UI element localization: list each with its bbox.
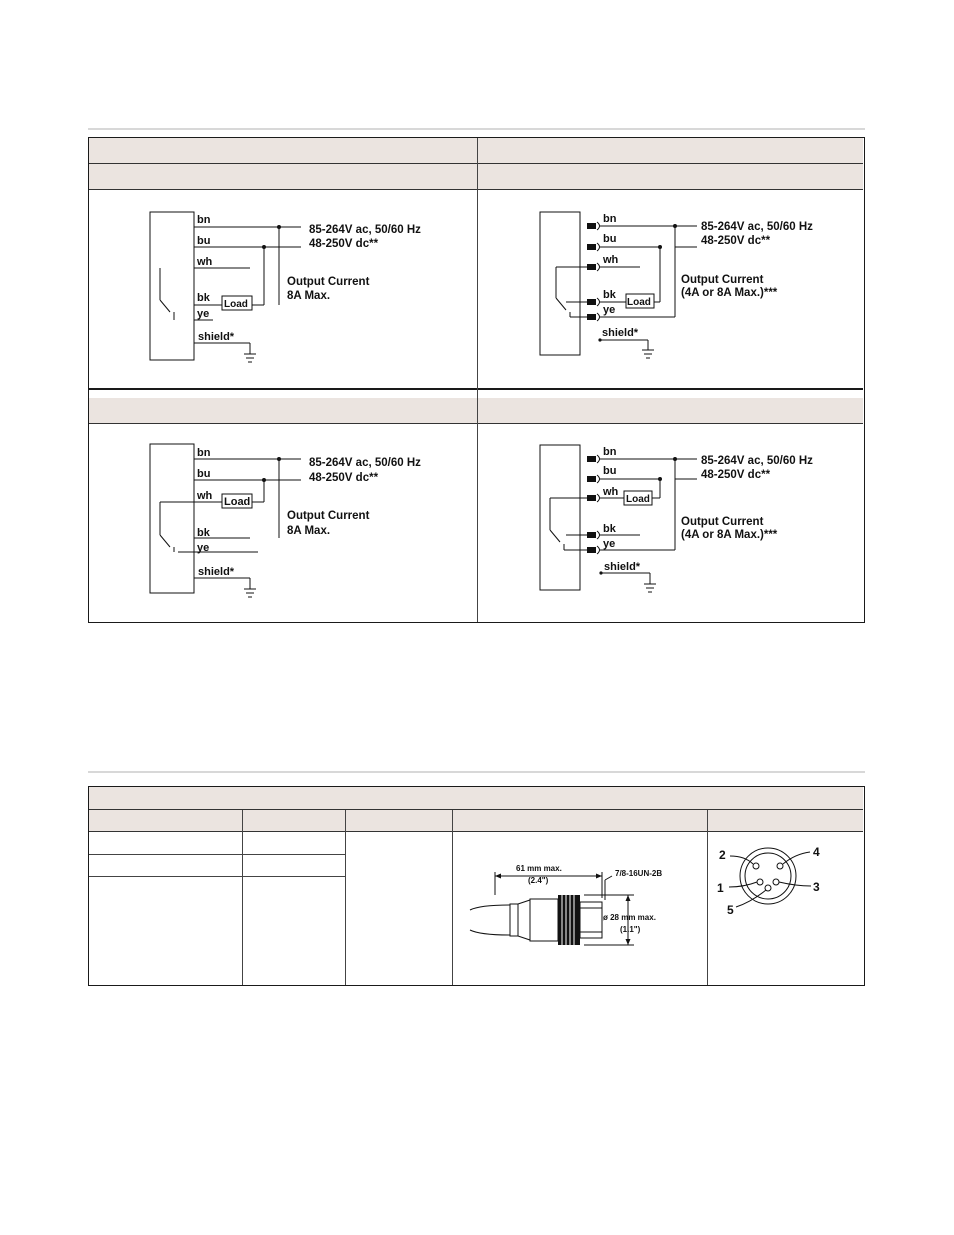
output-current-value: (4A or 8A Max.)***	[681, 529, 778, 541]
wire-label-ye: ye	[603, 538, 616, 550]
wire-label-bn: bn	[197, 214, 211, 226]
wire-label-bu: bu	[603, 233, 617, 245]
load-label: Load	[626, 494, 650, 505]
output-current-value: (4A or 8A Max.)***	[681, 287, 778, 299]
wire-label-wh: wh	[603, 486, 619, 498]
load-label: Load	[224, 496, 251, 508]
pin-label-4: 4	[813, 845, 820, 859]
thread-label: 7/8-16UN-2B	[615, 869, 663, 878]
wire-label-bn: bn	[603, 446, 617, 458]
output-current-value: 8A Max.	[287, 525, 331, 537]
wire-label-wh: wh	[197, 256, 213, 268]
diameter-label: ø 28 mm max.	[603, 913, 656, 922]
wire-label-wh: wh	[603, 254, 619, 266]
pin-label-1: 1	[717, 881, 724, 895]
pin-label-2: 2	[719, 848, 726, 862]
wire-label-bk: bk	[197, 292, 210, 304]
diameter-inch-label: (1.1")	[620, 925, 641, 934]
wire-label-bk: bk	[603, 289, 616, 301]
wire-label-shield: shield*	[604, 561, 641, 573]
wire-label-ye: ye	[603, 304, 616, 316]
wire-label-bn: bn	[197, 447, 211, 459]
wire-label-wh: wh	[197, 490, 213, 502]
length-label: 61 mm max.	[516, 864, 562, 873]
output-current-label: Output Current	[681, 274, 764, 286]
supply-ac-label: 85-264V ac, 50/60 Hz	[701, 221, 813, 233]
pin-label-5: 5	[727, 903, 734, 917]
supply-dc-label: 48-250V dc**	[309, 238, 379, 250]
length-inch-label: (2.4")	[528, 876, 549, 885]
supply-dc-label: 48-250V dc**	[309, 472, 379, 484]
supply-dc-label: 48-250V dc**	[701, 469, 771, 481]
wire-label-shield: shield*	[602, 327, 639, 339]
supply-ac-label: 85-264V ac, 50/60 Hz	[309, 457, 421, 469]
wire-label-bu: bu	[197, 235, 211, 247]
wire-label-bu: bu	[603, 465, 617, 477]
output-current-value: 8A Max.	[287, 290, 331, 302]
wire-label-shield: shield*	[198, 566, 235, 578]
wire-label-bk: bk	[197, 527, 210, 539]
output-current-label: Output Current	[287, 510, 370, 522]
output-current-label: Output Current	[681, 516, 764, 528]
load-label: Load	[224, 299, 248, 310]
output-current-label: Output Current	[287, 276, 370, 288]
supply-ac-label: 85-264V ac, 50/60 Hz	[701, 455, 813, 467]
pin-label-3: 3	[813, 880, 820, 894]
wire-label-shield: shield*	[198, 331, 235, 343]
wire-label-bk: bk	[603, 523, 616, 535]
wire-label-ye: ye	[197, 308, 210, 320]
wire-label-bu: bu	[197, 468, 211, 480]
supply-ac-label: 85-264V ac, 50/60 Hz	[309, 224, 421, 236]
supply-dc-label: 48-250V dc**	[701, 235, 771, 247]
wire-label-bn: bn	[603, 213, 617, 225]
wire-label-ye: ye	[197, 542, 210, 554]
load-label: Load	[627, 297, 651, 308]
